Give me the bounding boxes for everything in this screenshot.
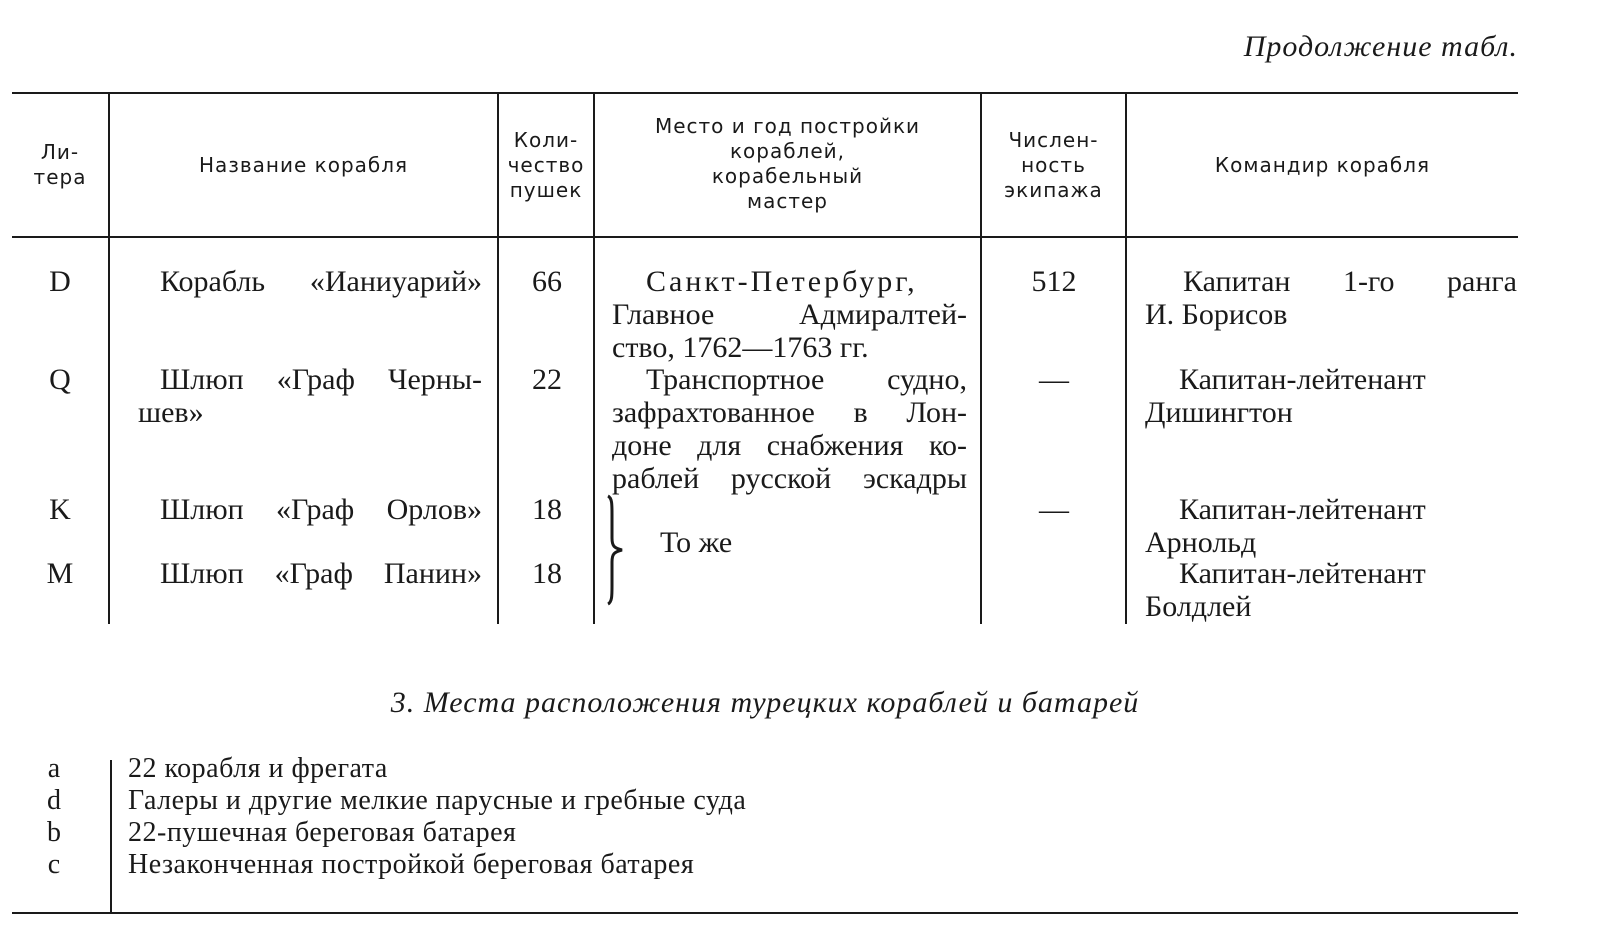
crew-count: — bbox=[1039, 493, 1069, 526]
built-info: Санкт-Петербург, Главное Адмиралтей- ство, 1762—1763 гг. bbox=[612, 265, 967, 364]
ship-name: Корабль «Ианиуарий» bbox=[160, 265, 482, 298]
legend-text: 22-пушечная береговая батарея bbox=[128, 817, 517, 848]
header-commander: Командир корабля bbox=[1214, 152, 1431, 177]
gun-count: 66 bbox=[532, 265, 562, 298]
legend-text: Галеры и другие мелкие парусные и гребные суда bbox=[128, 785, 747, 816]
header-letter: Ли- тера bbox=[33, 140, 87, 189]
row-letter: D bbox=[49, 265, 71, 298]
header-built: Место и год постройки кораблей, корабельный мастер bbox=[654, 114, 921, 213]
table-continuation-caption: Продолжение табл. bbox=[1243, 30, 1518, 63]
header-crew: Числен- ность экипажа bbox=[1004, 127, 1103, 202]
ship-name: Шлюп «Граф Черны- шев» bbox=[138, 363, 482, 429]
gun-count: 18 bbox=[532, 557, 562, 590]
legend-text: Незаконченная постройкой береговая батарея bbox=[128, 849, 695, 880]
curly-brace-icon bbox=[600, 494, 630, 606]
row-letter: M bbox=[46, 557, 74, 590]
ship-name: Шлюп «Граф Орлов» bbox=[160, 493, 482, 526]
table-header-rule bbox=[12, 236, 1518, 238]
header-guns: Коли- чество пушек bbox=[507, 127, 585, 202]
shared-built-note: То же bbox=[660, 526, 733, 559]
legend-key: c bbox=[47, 849, 61, 880]
legend-key: d bbox=[47, 785, 61, 816]
ship-name: Шлюп «Граф Панин» bbox=[160, 557, 482, 590]
gun-count: 18 bbox=[532, 493, 562, 526]
bottom-rule bbox=[12, 912, 1518, 914]
legend-key: a bbox=[47, 753, 61, 784]
section-title: 3. Места расположения турецких кораблей и батарей bbox=[390, 686, 1140, 719]
built-info: Транспортное судно, зафрахтованное в Лон- доне для снабжения ко- раблей русской эскадры bbox=[612, 363, 967, 495]
crew-count: 512 bbox=[1031, 265, 1077, 298]
legend-text: 22 корабля и фрегата bbox=[128, 753, 388, 784]
row-letter: Q bbox=[49, 363, 71, 396]
commander: Капитан-лейтенант Болдлей bbox=[1145, 557, 1426, 623]
legend-divider bbox=[110, 760, 112, 914]
row-letter: K bbox=[49, 493, 71, 526]
crew-count: — bbox=[1039, 363, 1069, 396]
commander: Капитан-лейтенант Дишингтон bbox=[1145, 363, 1426, 429]
commander: Капитан 1-го ранга И. Борисов bbox=[1145, 265, 1517, 331]
gun-count: 22 bbox=[532, 363, 562, 396]
legend-key: b bbox=[47, 817, 61, 848]
header-ship-name: Название корабля bbox=[198, 152, 409, 177]
commander: Капитан-лейтенант Арнольд bbox=[1145, 493, 1426, 559]
